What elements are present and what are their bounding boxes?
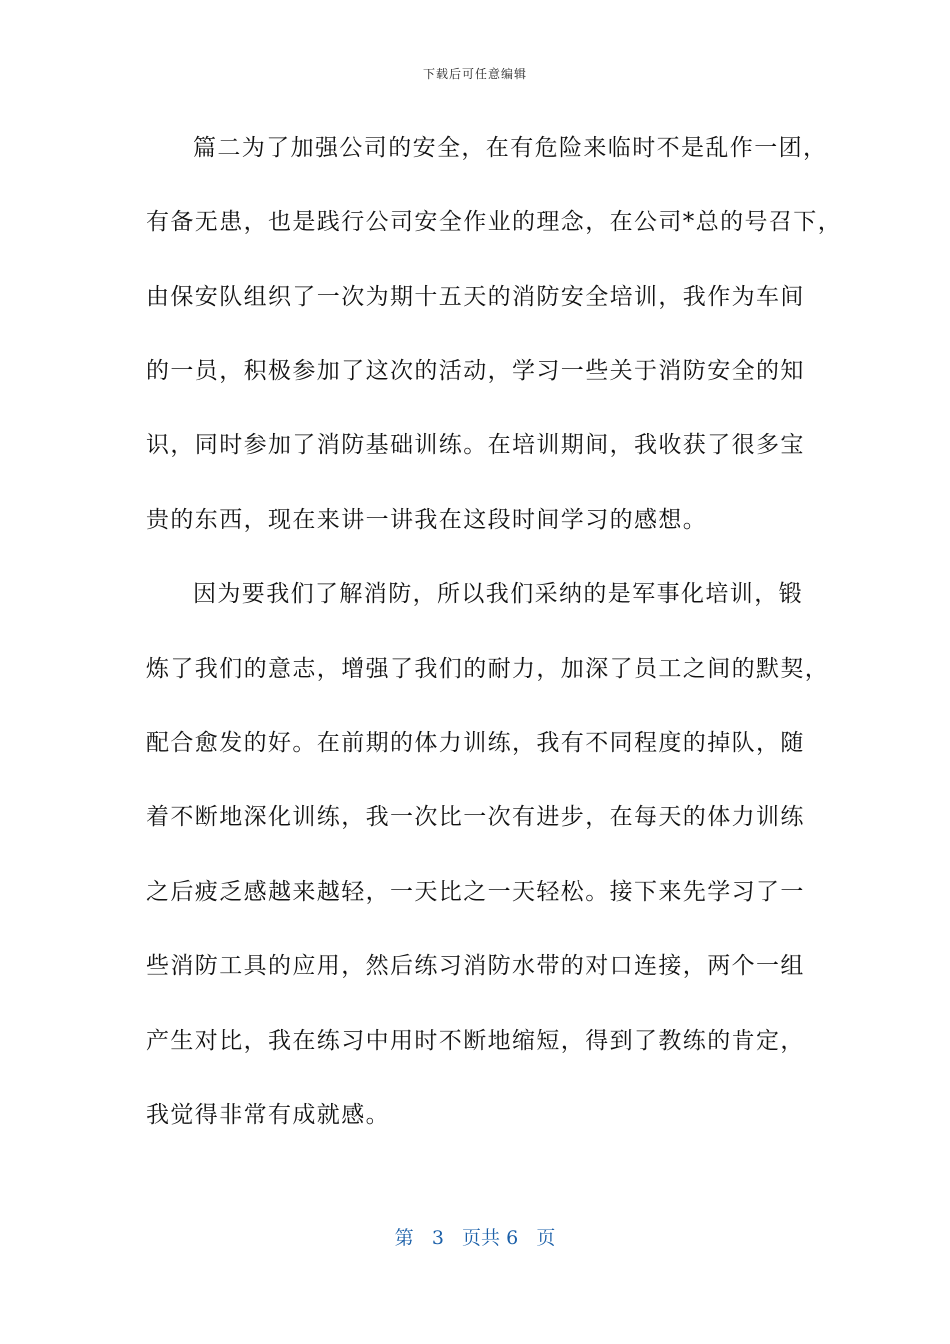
footer-middle: 页共 (462, 1227, 501, 1249)
paragraph-line: 我觉得非常有成就感。 (146, 1102, 390, 1128)
current-page-number: 3 (431, 1227, 444, 1249)
paragraph-line: 由保安队组织了一次为期十五天的消防安全培训，我作为车间 (146, 284, 805, 310)
paragraph-line: 些消防工具的应用，然后练习消防水带的对口连接，两个一组 (146, 953, 805, 979)
paragraph-line: 的一员，积极参加了这次的活动，学习一些关于消防安全的知 (146, 358, 805, 384)
footer-prefix: 第 (394, 1227, 414, 1249)
paragraph-line: 识，同时参加了消防基础训练。在培训期间，我收获了很多宝 (146, 432, 805, 458)
paragraph-line: 炼了我们的意志，增强了我们的耐力，加深了员工之间的默契， (146, 656, 830, 682)
paragraph-line: 之后疲乏感越来越轻，一天比之一天轻松。接下来先学习了一 (146, 879, 805, 905)
page-footer (0, 1225, 950, 1251)
paragraph-line: 着不断地深化训练，我一次比一次有进步，在每天的体力训练 (146, 804, 805, 830)
paragraph-line: 有备无患，也是践行公司安全作业的理念，在公司*总的号召下， (146, 209, 843, 235)
paragraph-line: 产生对比，我在练习中用时不断地缩短，得到了教练的肯定， (146, 1028, 805, 1054)
paragraph-line: 因为要我们了解消防，所以我们采纳的是军事化培训，锻 (193, 581, 803, 607)
total-pages-number: 6 (506, 1227, 519, 1249)
paragraph-line: 配合愈发的好。在前期的体力训练，我有不同程度的掉队，随 (146, 730, 805, 756)
paragraph-line: 贵的东西，现在来讲一讲我在这段时间学习的感想。 (146, 507, 708, 533)
footer-suffix: 页 (536, 1227, 556, 1249)
page-header: 下载后可任意编辑 (422, 67, 527, 81)
paragraph-line: 篇二为了加强公司的安全，在有危险来临时不是乱作一团， (193, 135, 828, 161)
